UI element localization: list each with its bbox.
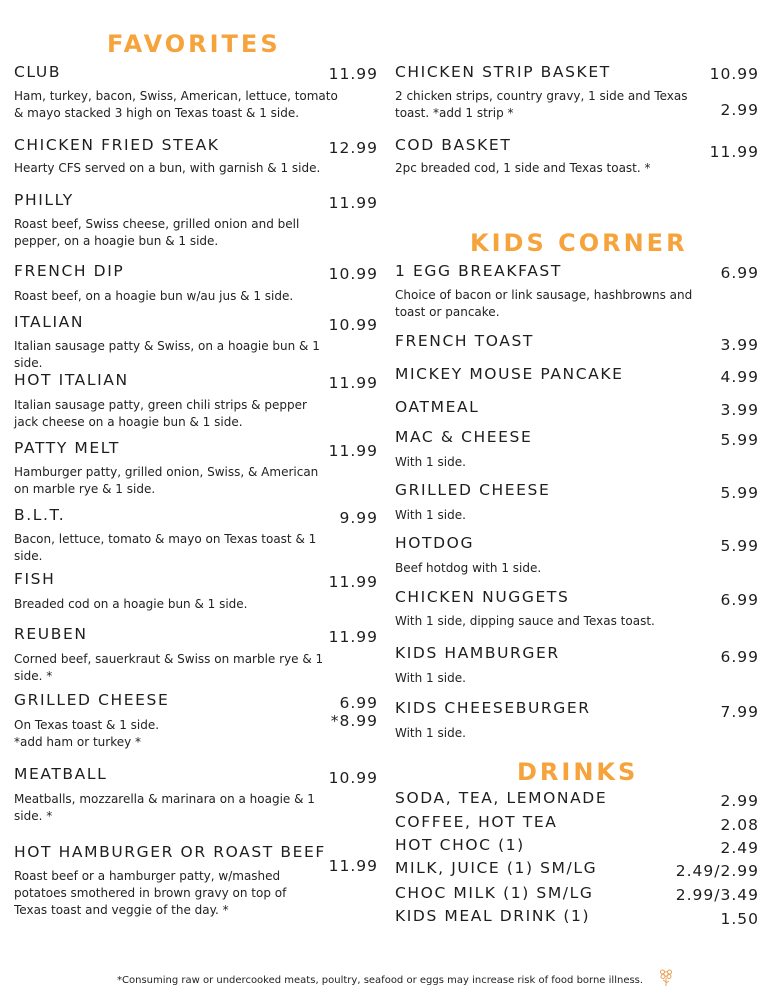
item-codbasket-desc: 2pc breaded cod, 1 side and Texas toast. * — [395, 161, 651, 175]
item-frenchdip-desc: Roast beef, on a hoagie bun w/au jus & 1 side. — [14, 289, 294, 303]
item-philly-desc: Roast beef, Swiss cheese, grilled onion and bell pepper, on a hoagie bun & 1 side. — [14, 217, 300, 248]
kids-item-hamburger-desc: With 1 side. — [395, 671, 466, 685]
item-frenchdip-name: FRENCH DIP — [14, 262, 125, 280]
item-hotitalian-price: 11.99 — [328, 374, 378, 392]
item-hotitalian-name: HOT ITALIAN — [14, 371, 129, 389]
item-chickenstrip-desc: 2 chicken strips, country gravy, 1 side and Texas toast. *add 1 strip * — [395, 89, 688, 120]
item-hotitalian-desc: Italian sausage patty, green chili strips & pepper jack cheese on a hoagie bun & 1 side. — [14, 398, 307, 429]
item-fish-desc: Breaded cod on a hoagie bun & 1 side. — [14, 597, 248, 611]
item-club-desc: Ham, turkey, bacon, Swiss, American, lettuce, tomato & mayo stacked 3 high on Texas toast & 1 side. — [14, 89, 338, 120]
item-meatball-price: 10.99 — [328, 769, 378, 787]
kids-item-oatmeal-price: 3.99 — [720, 401, 759, 419]
item-cfs-price: 12.99 — [328, 139, 378, 157]
kids-item-hotdog-desc: Beef hotdog with 1 side. — [395, 561, 542, 575]
kids-item-nuggets-price: 6.99 — [720, 591, 759, 609]
kids-item-eggbreakfast-price: 6.99 — [720, 264, 759, 282]
item-hothamburger-desc: Roast beef or a hamburger patty, w/mashed potatoes smothered in brown gravy on top of Texas toast and veggie of the day. * — [14, 869, 287, 917]
item-chickenstrip-addstrip-price: 2.99 — [720, 101, 759, 119]
item-pattymelt-desc: Hamburger patty, grilled onion, Swiss, & American on marble rye & 1 side. — [14, 465, 319, 496]
item-italian-desc: Italian sausage patty & Swiss, on a hoagie bun & 1 side. — [14, 339, 320, 370]
kids-item-frenchtoast-price: 3.99 — [720, 336, 759, 354]
kids-corner-title: KIDS CORNER — [470, 229, 688, 257]
drink-coffee-name: COFFEE, HOT TEA — [395, 813, 558, 831]
item-chickenstrip-name: CHICKEN STRIP BASKET — [395, 63, 611, 81]
drink-milkjuice-name: MILK, JUICE (1) SM/LG — [395, 859, 598, 877]
drinks-title: DRINKS — [517, 758, 639, 786]
kids-item-cheeseburger-desc: With 1 side. — [395, 726, 466, 740]
item-fish-name: FISH — [14, 570, 56, 588]
item-codbasket-name: COD BASKET — [395, 136, 512, 154]
kids-item-pancake-name: MICKEY MOUSE PANCAKE — [395, 365, 624, 383]
item-grilledcheese-price: 6.99 — [339, 694, 378, 712]
kids-item-eggbreakfast-name: 1 EGG BREAKFAST — [395, 262, 562, 280]
flower-logo-icon — [655, 966, 677, 988]
drink-milkjuice-price: 2.49/2.99 — [675, 862, 759, 880]
item-cfs-name: CHICKEN FRIED STEAK — [14, 136, 220, 154]
item-fish-price: 11.99 — [328, 573, 378, 591]
kids-item-nuggets-desc: With 1 side, dipping sauce and Texas toast. — [395, 614, 655, 628]
item-philly-name: PHILLY — [14, 191, 74, 209]
kids-item-cheeseburger-name: KIDS CHEESEBURGER — [395, 699, 591, 717]
item-meatball-name: MEATBALL — [14, 765, 108, 783]
drink-chocmilk-price: 2.99/3.49 — [675, 886, 759, 904]
kids-item-grilledcheese-price: 5.99 — [720, 484, 759, 502]
kids-item-grilledcheese-name: GRILLED CHEESE — [395, 481, 551, 499]
item-grilledcheese-addon: *add ham or turkey * — [14, 735, 142, 749]
kids-item-maccheese-name: MAC & CHEESE — [395, 428, 533, 446]
drink-hotchoc-price: 2.49 — [720, 839, 759, 857]
item-club-name: CLUB — [14, 63, 62, 81]
drink-soda-price: 2.99 — [720, 792, 759, 810]
item-pattymelt-price: 11.99 — [328, 442, 378, 460]
kids-item-hamburger-name: KIDS HAMBURGER — [395, 644, 560, 662]
item-grilledcheese-desc: On Texas toast & 1 side. — [14, 718, 160, 732]
item-hothamburger-name: HOT HAMBURGER OR ROAST BEEF — [14, 843, 326, 861]
item-hothamburger-price: 11.99 — [328, 857, 378, 875]
kids-item-maccheese-price: 5.99 — [720, 431, 759, 449]
drink-coffee-price: 2.08 — [720, 816, 759, 834]
drink-soda-name: SODA, TEA, LEMONADE — [395, 789, 608, 807]
item-club-price: 11.99 — [328, 65, 378, 83]
item-codbasket-price: 11.99 — [709, 143, 759, 161]
kids-item-frenchtoast-name: FRENCH TOAST — [395, 332, 534, 350]
item-reuben-price: 11.99 — [328, 628, 378, 646]
item-grilledcheese-name: GRILLED CHEESE — [14, 691, 170, 709]
item-blt-name: B.L.T. — [14, 506, 66, 524]
kids-item-pancake-price: 4.99 — [720, 368, 759, 386]
kids-item-eggbreakfast-desc: Choice of bacon or link sausage, hashbrowns and toast or pancake. — [395, 288, 693, 319]
item-reuben-desc: Corned beef, sauerkraut & Swiss on marble rye & 1 side. * — [14, 652, 324, 683]
item-blt-desc: Bacon, lettuce, tomato & mayo on Texas toast & 1 side. — [14, 532, 317, 563]
item-frenchdip-price: 10.99 — [328, 265, 378, 283]
kids-item-maccheese-desc: With 1 side. — [395, 455, 466, 469]
item-meatball-desc: Meatballs, mozzarella & marinara on a hoagie & 1 side. * — [14, 792, 315, 823]
kids-item-cheeseburger-price: 7.99 — [720, 703, 759, 721]
favorites-title: FAVORITES — [107, 30, 281, 58]
item-reuben-name: REUBEN — [14, 625, 88, 643]
item-grilledcheese-price-with-meat: *8.99 — [330, 712, 378, 730]
drink-chocmilk-name: CHOC MILK (1) SM/LG — [395, 884, 594, 902]
item-chickenstrip-price: 10.99 — [709, 65, 759, 83]
item-italian-price: 10.99 — [328, 316, 378, 334]
drink-kidsmeal-price: 1.50 — [720, 910, 759, 928]
kids-item-nuggets-name: CHICKEN NUGGETS — [395, 588, 570, 606]
item-pattymelt-name: PATTY MELT — [14, 439, 120, 457]
item-cfs-desc: Hearty CFS served on a bun, with garnish & 1 side. — [14, 161, 321, 175]
food-safety-disclaimer: *Consuming raw or undercooked meats, poultry, seafood or eggs may increase risk of food borne illness. — [117, 975, 644, 986]
kids-item-hotdog-name: HOTDOG — [395, 534, 475, 552]
item-blt-price: 9.99 — [339, 509, 378, 527]
kids-item-grilledcheese-desc: With 1 side. — [395, 508, 466, 522]
item-italian-name: ITALIAN — [14, 313, 85, 331]
item-philly-price: 11.99 — [328, 194, 378, 212]
kids-item-hotdog-price: 5.99 — [720, 537, 759, 555]
kids-item-hamburger-price: 6.99 — [720, 648, 759, 666]
drink-kidsmeal-name: KIDS MEAL DRINK (1) — [395, 907, 591, 925]
drink-hotchoc-name: HOT CHOC (1) — [395, 836, 525, 854]
kids-item-oatmeal-name: OATMEAL — [395, 398, 480, 416]
